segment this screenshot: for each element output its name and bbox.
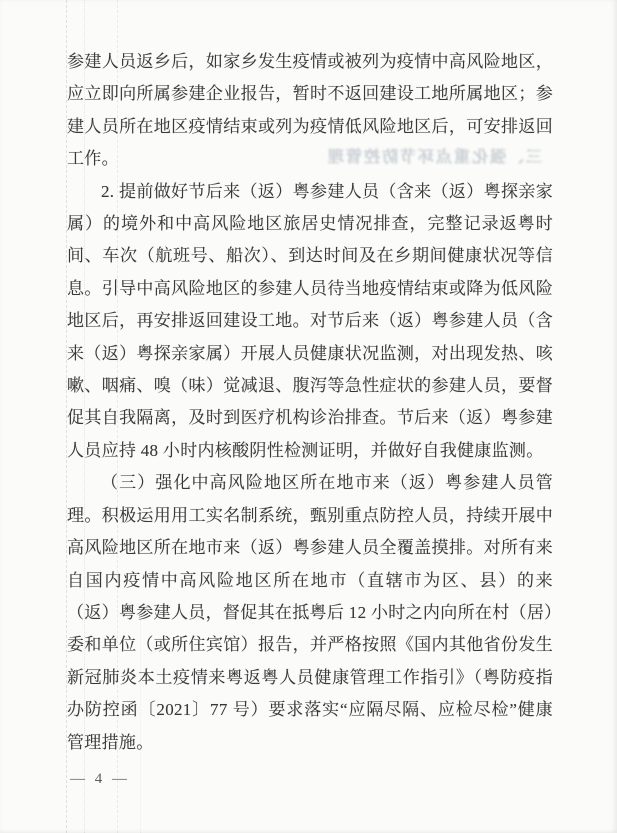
paragraph: 2. 提前做好节后来（返）粤参建人员（含来（返）粤探亲家属）的境外和中高风险地区旅居史情况排查，完整记录返粤时间、车次（航班号、船次）、到达时间及在乡期间健康状况等信息。引导中高风险地区的参建人员待当地疫情结束或降为低风险地区后，再安排返回建设工地。对节后来（返）粤参建人员（含来（返）粤探亲家属）开展人员健康状况监测，对出现发热、咳嗽、咽痛、嗅（味）觉减退、腹泻等急性症状的参建人员，要督促其自我隔离，及时到医疗机构诊治排查。节后来（返）粤参建人员应持 48 小时内核酸阴性检测证明，并做好自我健康监测。 <box>67 181 553 460</box>
page-number: — 4 — <box>70 771 130 787</box>
paragraph: 参建人员返乡后，如家乡发生疫情或被列为疫情中高风险地区，应立即向所属参建企业报告，暂时不返回建设工地所属地区；参建人员所在地区疫情结束或列为疫情低风险地区后，可安排返回工作。 <box>67 52 553 169</box>
paragraph: （三）强化中高风险地区所在地市来（返）粤参建人员管理。积极运用用工实名制系统，甄别重点防控人员，持续开展中高风险地区所在地市来（返）粤参建人员全覆盖摸排。对所有来自国内疫情中高风险地区所在地市（直辖市为区、县）的来（返）粤参建人员，督促其在抵粤后 12 小时之内向所在村（居）委和单位（或所住宾馆）报告，并严格按照《国内其他省份发生新冠肺炎本土疫情来粤返粤人员健康管理工作指引》（粤防疫指办防控函〔2021〕77 号）要求落实“应隔尽隔、应检尽检”健康管理措施。 <box>67 473 553 752</box>
bleed-through-text: 三、强化重点环节防控管理 <box>325 149 542 166</box>
document-body <box>67 46 553 759</box>
